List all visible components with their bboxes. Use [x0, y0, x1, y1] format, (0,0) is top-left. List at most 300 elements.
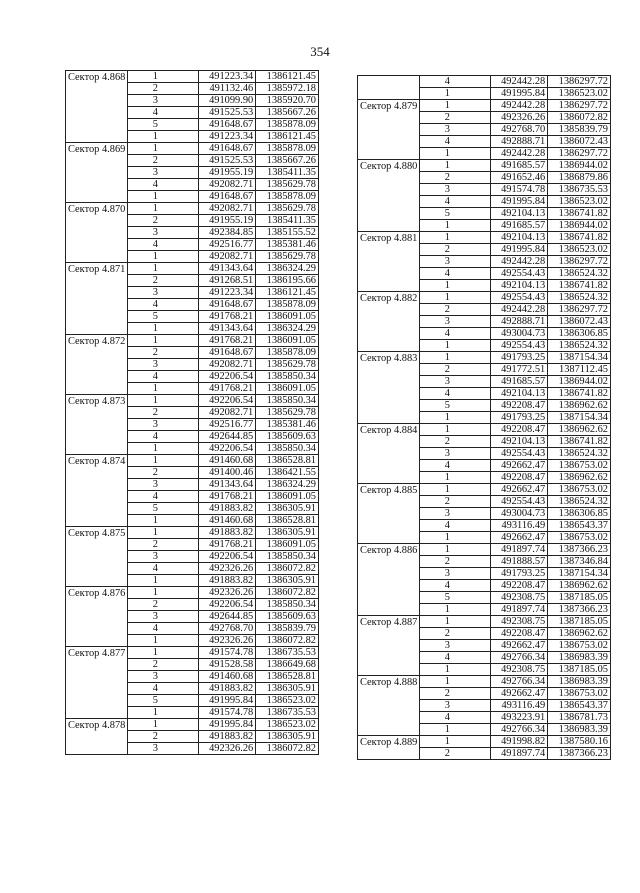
- sector-label: Сектор 4.885: [358, 484, 420, 544]
- x-coordinate-cell: 491460.68: [198, 515, 256, 527]
- x-coordinate-cell: 491768.21: [198, 491, 256, 503]
- y-coordinate-cell: 1385667.26: [256, 155, 319, 167]
- y-coordinate-cell: 1385411.35: [256, 167, 319, 179]
- y-coordinate-cell: 1387185.05: [548, 616, 611, 628]
- point-number-cell: 2: [419, 556, 490, 568]
- y-coordinate-cell: 1387154.34: [548, 352, 611, 364]
- x-coordinate-cell: 491768.21: [198, 383, 256, 395]
- y-coordinate-cell: 1386962.62: [548, 424, 611, 436]
- point-number-cell: 3: [127, 359, 198, 371]
- x-coordinate-cell: 491768.21: [198, 311, 256, 323]
- x-coordinate-cell: 491400.46: [198, 467, 256, 479]
- x-coordinate-cell: 491897.74: [490, 748, 548, 760]
- y-coordinate-cell: 1387366.23: [548, 544, 611, 556]
- y-coordinate-cell: 1386741.82: [548, 232, 611, 244]
- x-coordinate-cell: 492082.71: [198, 179, 256, 191]
- point-number-cell: 2: [419, 688, 490, 700]
- x-coordinate-cell: 492766.34: [490, 676, 548, 688]
- x-coordinate-cell: 492308.75: [490, 592, 548, 604]
- x-coordinate-cell: 492554.43: [490, 340, 548, 352]
- point-number-cell: 4: [419, 76, 490, 88]
- y-coordinate-cell: 1385629.78: [256, 359, 319, 371]
- y-coordinate-cell: 1386306.85: [548, 508, 611, 520]
- point-number-cell: 1: [419, 232, 490, 244]
- y-coordinate-cell: 1386523.02: [548, 196, 611, 208]
- x-coordinate-cell: 493116.49: [490, 700, 548, 712]
- table-row: [66, 143, 319, 155]
- sector-label: Сектор 4.883: [358, 352, 420, 424]
- point-number-cell: 4: [419, 136, 490, 148]
- x-coordinate-cell: 492644.85: [198, 431, 256, 443]
- y-coordinate-cell: 1386524.32: [548, 268, 611, 280]
- point-number-cell: 1: [127, 383, 198, 395]
- y-coordinate-cell: 1386305.91: [256, 575, 319, 587]
- y-coordinate-cell: 1386306.85: [548, 328, 611, 340]
- point-number-cell: 1: [419, 532, 490, 544]
- x-coordinate-cell: 491995.84: [490, 244, 548, 256]
- x-coordinate-cell: 492206.54: [198, 371, 256, 383]
- x-coordinate-cell: 492326.26: [490, 112, 548, 124]
- y-coordinate-cell: 1386944.02: [548, 160, 611, 172]
- y-coordinate-cell: 1386072.82: [256, 635, 319, 647]
- x-coordinate-cell: 491883.82: [198, 503, 256, 515]
- y-coordinate-cell: 1385629.78: [256, 251, 319, 263]
- x-coordinate-cell: 491574.78: [198, 707, 256, 719]
- y-coordinate-cell: 1385667.26: [256, 107, 319, 119]
- y-coordinate-cell: 1386649.68: [256, 659, 319, 671]
- point-number-cell: 1: [419, 280, 490, 292]
- y-coordinate-cell: 1386962.62: [548, 472, 611, 484]
- y-coordinate-cell: 1386944.02: [548, 220, 611, 232]
- page-number: 354: [310, 44, 330, 59]
- x-coordinate-cell: 491223.34: [198, 71, 256, 83]
- x-coordinate-cell: 492442.28: [490, 148, 548, 160]
- x-coordinate-cell: 493223.91: [490, 712, 548, 724]
- sector-label: Сектор 4.870: [66, 203, 128, 263]
- x-coordinate-cell: 492662.47: [490, 460, 548, 472]
- x-coordinate-cell: 491772.51: [490, 364, 548, 376]
- y-coordinate-cell: 1386072.82: [256, 587, 319, 599]
- x-coordinate-cell: 492516.77: [198, 419, 256, 431]
- point-number-cell: 1: [127, 635, 198, 647]
- point-number-cell: 3: [127, 743, 198, 755]
- y-coordinate-cell: 1387366.23: [548, 748, 611, 760]
- point-number-cell: 2: [127, 155, 198, 167]
- y-coordinate-cell: 1386305.91: [256, 683, 319, 695]
- point-number-cell: 1: [419, 292, 490, 304]
- x-coordinate-cell: 492082.71: [198, 407, 256, 419]
- x-coordinate-cell: 492104.13: [490, 208, 548, 220]
- point-number-cell: 1: [419, 88, 490, 100]
- point-number-cell: 1: [419, 736, 490, 748]
- table-row: [358, 484, 611, 496]
- point-number-cell: 4: [127, 179, 198, 191]
- y-coordinate-cell: 1386543.37: [548, 700, 611, 712]
- point-number-cell: 1: [127, 323, 198, 335]
- y-coordinate-cell: 1386523.02: [548, 244, 611, 256]
- y-coordinate-cell: 1386121.45: [256, 131, 319, 143]
- x-coordinate-cell: 491652.46: [490, 172, 548, 184]
- y-coordinate-cell: 1386324.29: [256, 263, 319, 275]
- sector-label: Сектор 4.877: [66, 647, 128, 719]
- y-coordinate-cell: 1386528.81: [256, 515, 319, 527]
- x-coordinate-cell: 492208.47: [490, 628, 548, 640]
- y-coordinate-cell: 1386753.02: [548, 532, 611, 544]
- x-coordinate-cell: 491955.19: [198, 215, 256, 227]
- point-number-cell: 4: [419, 460, 490, 472]
- sector-label: Сектор 4.871: [66, 263, 128, 335]
- y-coordinate-cell: 1387185.05: [548, 664, 611, 676]
- x-coordinate-cell: 492384.85: [198, 227, 256, 239]
- x-coordinate-cell: 492888.71: [490, 136, 548, 148]
- y-coordinate-cell: 1385878.09: [256, 191, 319, 203]
- x-coordinate-cell: 491343.64: [198, 323, 256, 335]
- x-coordinate-cell: 492208.47: [490, 580, 548, 592]
- x-coordinate-cell: 492554.43: [490, 292, 548, 304]
- table-row: [358, 232, 611, 244]
- y-coordinate-cell: 1385850.34: [256, 371, 319, 383]
- y-coordinate-cell: 1386741.82: [548, 436, 611, 448]
- y-coordinate-cell: 1386195.66: [256, 275, 319, 287]
- x-coordinate-cell: 492662.47: [490, 688, 548, 700]
- x-coordinate-cell: 491685.57: [490, 160, 548, 172]
- point-number-cell: 2: [419, 436, 490, 448]
- y-coordinate-cell: 1386983.39: [548, 724, 611, 736]
- y-coordinate-cell: 1385155.52: [256, 227, 319, 239]
- y-coordinate-cell: 1386305.91: [256, 503, 319, 515]
- y-coordinate-cell: 1386524.32: [548, 340, 611, 352]
- y-coordinate-cell: 1386753.02: [548, 688, 611, 700]
- point-number-cell: 2: [127, 599, 198, 611]
- point-number-cell: 4: [419, 328, 490, 340]
- x-coordinate-cell: 492662.47: [490, 640, 548, 652]
- sector-label: [358, 76, 420, 100]
- point-number-cell: 4: [127, 107, 198, 119]
- y-coordinate-cell: 1385629.78: [256, 203, 319, 215]
- x-coordinate-cell: 491268.51: [198, 275, 256, 287]
- y-coordinate-cell: 1386091.05: [256, 335, 319, 347]
- x-coordinate-cell: 492082.71: [198, 203, 256, 215]
- x-coordinate-cell: 491648.67: [198, 299, 256, 311]
- point-number-cell: 1: [419, 604, 490, 616]
- table-row: [358, 292, 611, 304]
- x-coordinate-cell: 492208.47: [490, 472, 548, 484]
- x-coordinate-cell: 492208.47: [490, 400, 548, 412]
- point-number-cell: 5: [127, 503, 198, 515]
- x-coordinate-cell: 492104.13: [490, 436, 548, 448]
- point-number-cell: 5: [127, 119, 198, 131]
- y-coordinate-cell: 1387366.23: [548, 604, 611, 616]
- table-row: [358, 424, 611, 436]
- point-number-cell: 1: [127, 575, 198, 587]
- x-coordinate-cell: 491574.78: [490, 184, 548, 196]
- y-coordinate-cell: 1386962.62: [548, 400, 611, 412]
- table-row: [358, 676, 611, 688]
- x-coordinate-cell: 491574.78: [198, 647, 256, 659]
- y-coordinate-cell: 1386091.05: [256, 383, 319, 395]
- y-coordinate-cell: 1385629.78: [256, 179, 319, 191]
- y-coordinate-cell: 1387185.05: [548, 592, 611, 604]
- point-number-cell: 2: [127, 215, 198, 227]
- point-number-cell: 3: [419, 448, 490, 460]
- y-coordinate-cell: 1386523.02: [256, 695, 319, 707]
- x-coordinate-cell: 492326.26: [198, 743, 256, 755]
- y-coordinate-cell: 1386741.82: [548, 208, 611, 220]
- y-coordinate-cell: 1386072.43: [548, 316, 611, 328]
- point-number-cell: 3: [127, 167, 198, 179]
- y-coordinate-cell: 1386297.72: [548, 304, 611, 316]
- point-number-cell: 4: [127, 431, 198, 443]
- y-coordinate-cell: 1386944.02: [548, 376, 611, 388]
- x-coordinate-cell: 492104.13: [490, 280, 548, 292]
- y-coordinate-cell: 1385878.09: [256, 143, 319, 155]
- y-coordinate-cell: 1386735.53: [256, 647, 319, 659]
- point-number-cell: 1: [127, 455, 198, 467]
- y-coordinate-cell: 1386781.73: [548, 712, 611, 724]
- point-number-cell: 3: [419, 508, 490, 520]
- x-coordinate-cell: 492104.13: [490, 388, 548, 400]
- y-coordinate-cell: 1385850.34: [256, 443, 319, 455]
- y-coordinate-cell: 1386741.82: [548, 388, 611, 400]
- x-coordinate-cell: 491132.46: [198, 83, 256, 95]
- table-row: [66, 587, 319, 599]
- point-number-cell: 2: [419, 304, 490, 316]
- table-row: [66, 719, 319, 731]
- point-number-cell: 4: [127, 371, 198, 383]
- point-number-cell: 3: [419, 376, 490, 388]
- y-coordinate-cell: 1386297.72: [548, 76, 611, 88]
- point-number-cell: 4: [127, 683, 198, 695]
- point-number-cell: 1: [419, 544, 490, 556]
- y-coordinate-cell: 1386305.91: [256, 731, 319, 743]
- point-number-cell: 2: [127, 467, 198, 479]
- point-number-cell: 1: [127, 191, 198, 203]
- x-coordinate-cell: 492662.47: [490, 484, 548, 496]
- y-coordinate-cell: 1386421.55: [256, 467, 319, 479]
- y-coordinate-cell: 1386091.05: [256, 539, 319, 551]
- point-number-cell: 4: [419, 196, 490, 208]
- x-coordinate-cell: 491685.57: [490, 376, 548, 388]
- y-coordinate-cell: 1386735.53: [256, 707, 319, 719]
- point-number-cell: 4: [419, 652, 490, 664]
- x-coordinate-cell: 491343.64: [198, 263, 256, 275]
- point-number-cell: 1: [127, 515, 198, 527]
- point-number-cell: 2: [127, 731, 198, 743]
- table-row: [66, 647, 319, 659]
- y-coordinate-cell: 1386524.32: [548, 448, 611, 460]
- point-number-cell: 1: [419, 148, 490, 160]
- x-coordinate-cell: 491955.19: [198, 167, 256, 179]
- table-row: [66, 203, 319, 215]
- table-row: [66, 395, 319, 407]
- point-number-cell: 2: [419, 628, 490, 640]
- x-coordinate-cell: 493004.73: [490, 508, 548, 520]
- y-coordinate-cell: 1386524.32: [548, 496, 611, 508]
- point-number-cell: 1: [127, 335, 198, 347]
- table-row: [358, 100, 611, 112]
- point-number-cell: 1: [127, 251, 198, 263]
- x-coordinate-cell: 493116.49: [490, 520, 548, 532]
- x-coordinate-cell: 491648.67: [198, 347, 256, 359]
- sector-label: Сектор 4.879: [358, 100, 420, 160]
- sector-label: Сектор 4.868: [66, 71, 128, 143]
- y-coordinate-cell: 1385972.18: [256, 83, 319, 95]
- point-number-cell: 1: [419, 616, 490, 628]
- point-number-cell: 3: [127, 227, 198, 239]
- point-number-cell: 4: [419, 712, 490, 724]
- y-coordinate-cell: 1386072.82: [256, 743, 319, 755]
- point-number-cell: 5: [127, 311, 198, 323]
- table-row: [358, 616, 611, 628]
- point-number-cell: 1: [127, 719, 198, 731]
- sector-label: Сектор 4.872: [66, 335, 128, 395]
- y-coordinate-cell: 1387346.84: [548, 556, 611, 568]
- x-coordinate-cell: 491793.25: [490, 412, 548, 424]
- x-coordinate-cell: 492644.85: [198, 611, 256, 623]
- x-coordinate-cell: 492082.71: [198, 359, 256, 371]
- coordinates-table-right: [357, 75, 611, 760]
- y-coordinate-cell: 1385629.78: [256, 407, 319, 419]
- y-coordinate-cell: 1385839.79: [256, 623, 319, 635]
- x-coordinate-cell: 492082.71: [198, 251, 256, 263]
- table-row: [66, 455, 319, 467]
- point-number-cell: 5: [419, 208, 490, 220]
- x-coordinate-cell: 492888.71: [490, 316, 548, 328]
- y-coordinate-cell: 1385850.34: [256, 395, 319, 407]
- table-row: [358, 160, 611, 172]
- table-row: [66, 527, 319, 539]
- x-coordinate-cell: 491685.57: [490, 220, 548, 232]
- y-coordinate-cell: 1385609.63: [256, 431, 319, 443]
- y-coordinate-cell: 1386324.29: [256, 479, 319, 491]
- point-number-cell: 2: [419, 172, 490, 184]
- point-number-cell: 2: [127, 275, 198, 287]
- point-number-cell: 2: [127, 83, 198, 95]
- table-row: [358, 736, 611, 748]
- x-coordinate-cell: 491793.25: [490, 568, 548, 580]
- point-number-cell: 1: [127, 443, 198, 455]
- y-coordinate-cell: 1385609.63: [256, 611, 319, 623]
- x-coordinate-cell: 492206.54: [198, 551, 256, 563]
- y-coordinate-cell: 1386091.05: [256, 491, 319, 503]
- point-number-cell: 2: [419, 244, 490, 256]
- point-number-cell: 1: [127, 203, 198, 215]
- point-number-cell: 1: [419, 664, 490, 676]
- point-number-cell: 5: [127, 695, 198, 707]
- y-coordinate-cell: 1386524.32: [548, 292, 611, 304]
- x-coordinate-cell: 491883.82: [198, 575, 256, 587]
- y-coordinate-cell: 1385850.34: [256, 599, 319, 611]
- x-coordinate-cell: 491995.84: [490, 196, 548, 208]
- y-coordinate-cell: 1386121.45: [256, 71, 319, 83]
- y-coordinate-cell: 1386983.39: [548, 676, 611, 688]
- x-coordinate-cell: 492516.77: [198, 239, 256, 251]
- point-number-cell: 2: [127, 347, 198, 359]
- point-number-cell: 1: [127, 71, 198, 83]
- x-coordinate-cell: 492768.70: [490, 124, 548, 136]
- point-number-cell: 1: [127, 395, 198, 407]
- point-number-cell: 3: [419, 568, 490, 580]
- x-coordinate-cell: 491897.74: [490, 544, 548, 556]
- sector-label: Сектор 4.880: [358, 160, 420, 232]
- sector-label: Сектор 4.888: [358, 676, 420, 736]
- x-coordinate-cell: 491768.21: [198, 335, 256, 347]
- x-coordinate-cell: 491525.53: [198, 107, 256, 119]
- table-row: [66, 71, 319, 83]
- point-number-cell: 2: [419, 496, 490, 508]
- table-row: [66, 263, 319, 275]
- point-number-cell: 4: [127, 623, 198, 635]
- x-coordinate-cell: 491995.84: [490, 88, 548, 100]
- y-coordinate-cell: 1387154.34: [548, 412, 611, 424]
- x-coordinate-cell: 492766.34: [490, 724, 548, 736]
- point-number-cell: 1: [419, 472, 490, 484]
- sector-label: Сектор 4.875: [66, 527, 128, 587]
- y-coordinate-cell: 1385878.09: [256, 119, 319, 131]
- y-coordinate-cell: 1385381.46: [256, 239, 319, 251]
- y-coordinate-cell: 1386324.29: [256, 323, 319, 335]
- point-number-cell: 3: [419, 700, 490, 712]
- y-coordinate-cell: 1385920.70: [256, 95, 319, 107]
- point-number-cell: 3: [127, 611, 198, 623]
- point-number-cell: 3: [127, 419, 198, 431]
- point-number-cell: 1: [419, 352, 490, 364]
- sector-label: Сектор 4.882: [358, 292, 420, 352]
- point-number-cell: 1: [127, 131, 198, 143]
- x-coordinate-cell: 492442.28: [490, 256, 548, 268]
- x-coordinate-cell: 491897.74: [490, 604, 548, 616]
- x-coordinate-cell: 491995.84: [198, 695, 256, 707]
- x-coordinate-cell: 492768.70: [198, 623, 256, 635]
- y-coordinate-cell: 1386297.72: [548, 148, 611, 160]
- point-number-cell: 1: [419, 220, 490, 232]
- x-coordinate-cell: 491343.64: [198, 479, 256, 491]
- y-coordinate-cell: 1386735.53: [548, 184, 611, 196]
- point-number-cell: 3: [419, 124, 490, 136]
- sector-label: Сектор 4.878: [66, 719, 128, 755]
- point-number-cell: 4: [419, 388, 490, 400]
- y-coordinate-cell: 1386741.82: [548, 280, 611, 292]
- y-coordinate-cell: 1386121.45: [256, 287, 319, 299]
- x-coordinate-cell: 491460.68: [198, 671, 256, 683]
- point-number-cell: 1: [419, 424, 490, 436]
- point-number-cell: 3: [127, 479, 198, 491]
- point-number-cell: 3: [419, 184, 490, 196]
- x-coordinate-cell: 491099.90: [198, 95, 256, 107]
- point-number-cell: 3: [127, 95, 198, 107]
- x-coordinate-cell: 491528.58: [198, 659, 256, 671]
- y-coordinate-cell: 1385381.46: [256, 419, 319, 431]
- x-coordinate-cell: 492206.54: [198, 599, 256, 611]
- x-coordinate-cell: 492206.54: [198, 443, 256, 455]
- y-coordinate-cell: 1386072.43: [548, 136, 611, 148]
- point-number-cell: 1: [127, 647, 198, 659]
- point-number-cell: 3: [419, 256, 490, 268]
- point-number-cell: 2: [127, 407, 198, 419]
- y-coordinate-cell: 1386523.02: [548, 88, 611, 100]
- x-coordinate-cell: 491648.67: [198, 119, 256, 131]
- x-coordinate-cell: 491648.67: [198, 143, 256, 155]
- point-number-cell: 2: [419, 748, 490, 760]
- x-coordinate-cell: 491648.67: [198, 191, 256, 203]
- point-number-cell: 3: [127, 287, 198, 299]
- y-coordinate-cell: 1387580.16: [548, 736, 611, 748]
- y-coordinate-cell: 1386091.05: [256, 311, 319, 323]
- point-number-cell: 1: [127, 263, 198, 275]
- y-coordinate-cell: 1385839.79: [548, 124, 611, 136]
- point-number-cell: 1: [419, 160, 490, 172]
- y-coordinate-cell: 1387112.45: [548, 364, 611, 376]
